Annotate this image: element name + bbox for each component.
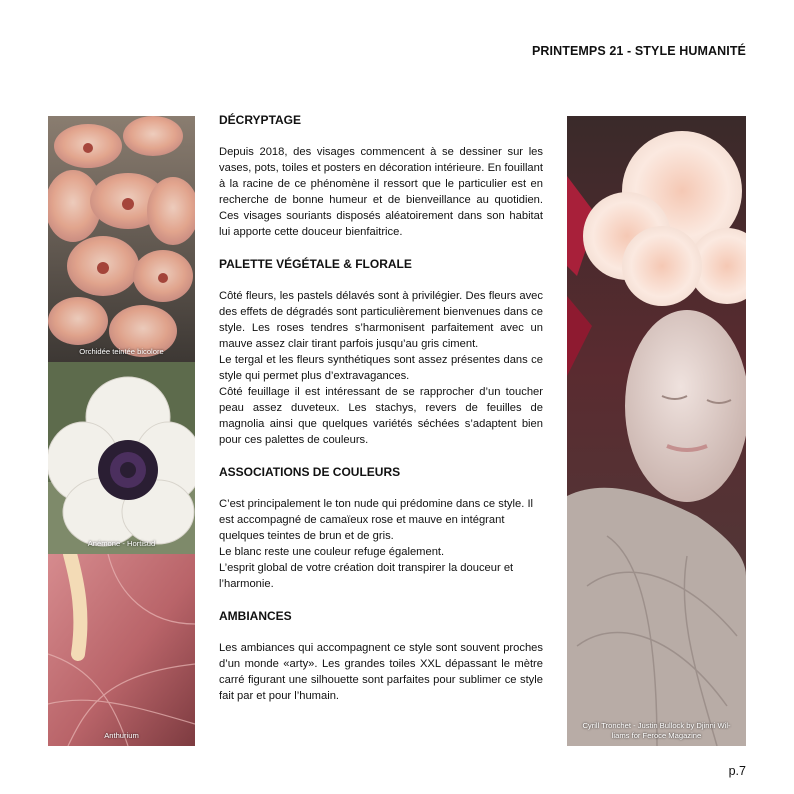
portrait-illustration — [567, 116, 746, 746]
article-text — [219, 112, 543, 720]
palette-paragraph-2: Le tergal et les fleurs synthétiques sont assez présentes dans ce style qui permet plus d’extravagances. — [219, 354, 543, 382]
anthurium-illustration — [48, 554, 195, 746]
palette-paragraph-1: Côté fleurs, les pastels délavés sont à privilégier. Des fleurs avec des effets de dégradés sont particulièrement bienvenues dans ce style. Les roses tendres s’harmonisent parfaitement avec un mauve assez clair tirant parfois jusqu’au gris ciment. — [219, 290, 543, 350]
section-decryptage — [219, 112, 543, 240]
palette-paragraph-3: Côté feuillage il est intéressant de se rapprocher d’un toucher peau assez duveteux. Les stachys, revers de feuilles de magnolia ainsi que quelques variétés séchées s’adaptent bien pour ces palettes de couleurs. — [219, 386, 543, 446]
section-associations — [219, 464, 543, 592]
associations-paragraph-1: C’est principalement le ton nude qui prédomine dans ce style. Il est accompagné de camaïeux rose et mauve en intégrant quelques teintes de brun et de gris. — [219, 498, 534, 542]
page-header-title: PRINTEMPS 21 - STYLE HUMANITÉ — [531, 44, 746, 58]
associations-paragraph-2: Le blanc reste une couleur refuge également. — [219, 546, 445, 558]
section-heading-ambiances: AMBIANCES — [219, 609, 292, 623]
section-palette — [219, 256, 543, 448]
orchid-illustration — [48, 116, 195, 362]
anemone-photo — [48, 362, 195, 554]
portrait-caption-line-2: liams for Feroce Magazine — [611, 731, 702, 740]
decryptage-paragraph: Depuis 2018, des visages commencent à se dessiner sur les vases, pots, toiles et posters en décoration intérieure. En fouillant à la racine de ce phénomène il ressort que le particulier est en recherche de bonne humeur et de bienveillance au quotidien. Ces visages souriants disposés aléatoirement dans son habitat lui apporte cette douceur bienfaitrice. — [219, 146, 543, 238]
portrait-caption — [571, 721, 742, 741]
associations-paragraph-3: L’esprit global de votre création doit transpirer la douceur et l’harmonie. — [219, 562, 514, 590]
orchid-caption: Orchidée teintée bicolore — [79, 347, 164, 356]
anthurium-caption: Anthurium — [104, 731, 139, 740]
section-heading-associations: ASSOCIATIONS DE COULEURS — [219, 465, 401, 479]
section-ambiances — [219, 608, 543, 704]
portrait-caption-line-1: Cyrill Tronchet - Justin Bullock by Djinni Wil- — [582, 721, 731, 730]
portrait-photo — [567, 116, 746, 746]
ambiances-paragraph: Les ambiances qui accompagnent ce style sont souvent proches d’un monde «arty». Les grandes toiles XXL dépassant le mètre carré figurant une silhouette sont parfaites pour sublimer ce style fait par et pour l’humain. — [219, 642, 543, 702]
page-number: p.7 — [728, 764, 746, 778]
anthurium-photo — [48, 554, 195, 746]
section-heading-palette: PALETTE VÉGÉTALE & FLORALE — [219, 257, 412, 271]
section-heading-decryptage: DÉCRYPTAGE — [219, 113, 302, 127]
anemone-illustration — [48, 362, 195, 554]
anemone-caption: Anémone - Hortisud — [87, 539, 156, 548]
orchid-photo — [48, 116, 195, 362]
